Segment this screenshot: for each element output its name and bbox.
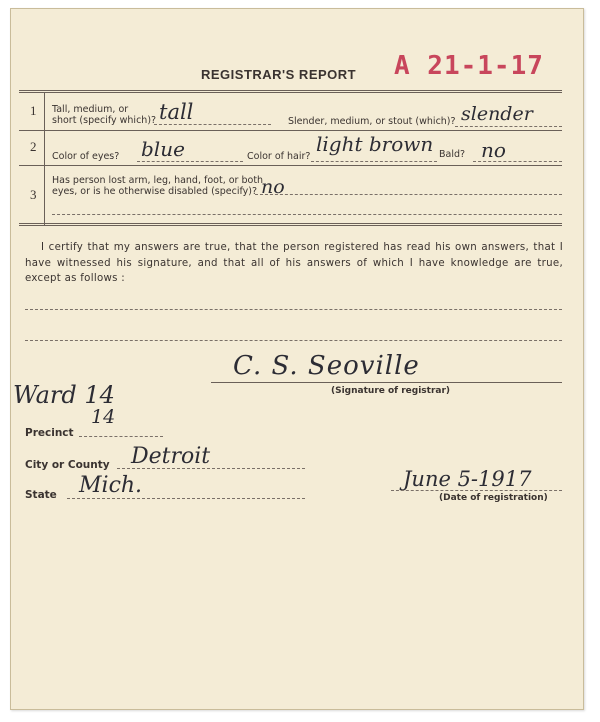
precinct-label: Precinct <box>25 427 74 439</box>
build-label: Slender, medium, or stout (which)? <box>288 116 456 127</box>
build-answer-line <box>455 126 562 127</box>
bald-answer-line <box>473 161 562 162</box>
disability-answer: no <box>261 176 285 198</box>
eyes-answer: blue <box>141 137 185 161</box>
number-column-rule <box>44 93 45 225</box>
row-divider-1 <box>19 130 562 131</box>
height-answer-line <box>154 124 271 125</box>
ward-number: 14 <box>91 406 116 428</box>
registrar-report-card <box>10 8 584 710</box>
height-label-line2: short (specify which)? <box>52 115 157 126</box>
bald-answer: no <box>481 138 506 162</box>
precinct-line <box>79 436 163 437</box>
signature-line <box>211 382 562 383</box>
ward-note: Ward 14 <box>13 381 115 409</box>
exceptions-line-1 <box>25 309 562 310</box>
city-value: Detroit <box>131 444 211 469</box>
row-divider-2 <box>19 165 562 166</box>
registrar-signature: C. S. Seoville <box>233 351 420 381</box>
disability-label-line1: Has person lost arm, leg, hand, foot, or both <box>52 175 264 186</box>
disability-answer-line-1 <box>255 194 562 195</box>
table-top-rule <box>19 90 562 93</box>
height-answer: tall <box>159 100 194 124</box>
height-label-line1: Tall, medium, or <box>52 104 129 115</box>
table-bottom-rule <box>19 223 562 226</box>
state-label: State <box>25 489 57 501</box>
disability-label-line2: eyes, or is he otherwise disabled (specify)? <box>52 186 258 197</box>
city-label: City or County <box>25 459 110 471</box>
date-caption: (Date of registration) <box>439 493 548 503</box>
disability-answer-line-2 <box>52 214 562 215</box>
exceptions-line-2 <box>25 340 562 341</box>
report-title: REGISTRAR'S REPORT <box>201 67 357 82</box>
signature-caption: (Signature of registrar) <box>331 386 451 396</box>
eyes-label: Color of eyes? <box>52 151 120 162</box>
hair-label: Color of hair? <box>247 151 311 162</box>
stamp-number: A 21-1-17 <box>394 51 544 81</box>
state-line <box>67 498 305 499</box>
hair-answer: light brown <box>316 132 434 156</box>
date-line <box>391 490 562 491</box>
row-number-1: 1 <box>30 103 37 118</box>
bald-label: Bald? <box>439 149 466 160</box>
registration-date: June 5-1917 <box>403 467 532 491</box>
row-number-3: 3 <box>30 187 37 202</box>
city-line <box>117 468 305 469</box>
row-number-2: 2 <box>30 139 37 154</box>
eyes-answer-line <box>137 161 243 162</box>
build-answer: slender <box>461 103 533 125</box>
hair-answer-line <box>311 161 437 162</box>
certification-text: I certify that my answers are true, that the person registered has read his own answers, that I have witnessed his signature, and that all of his answers of which I have knowledge are true, except as follows : <box>25 242 563 284</box>
state-value: Mich. <box>79 473 143 498</box>
